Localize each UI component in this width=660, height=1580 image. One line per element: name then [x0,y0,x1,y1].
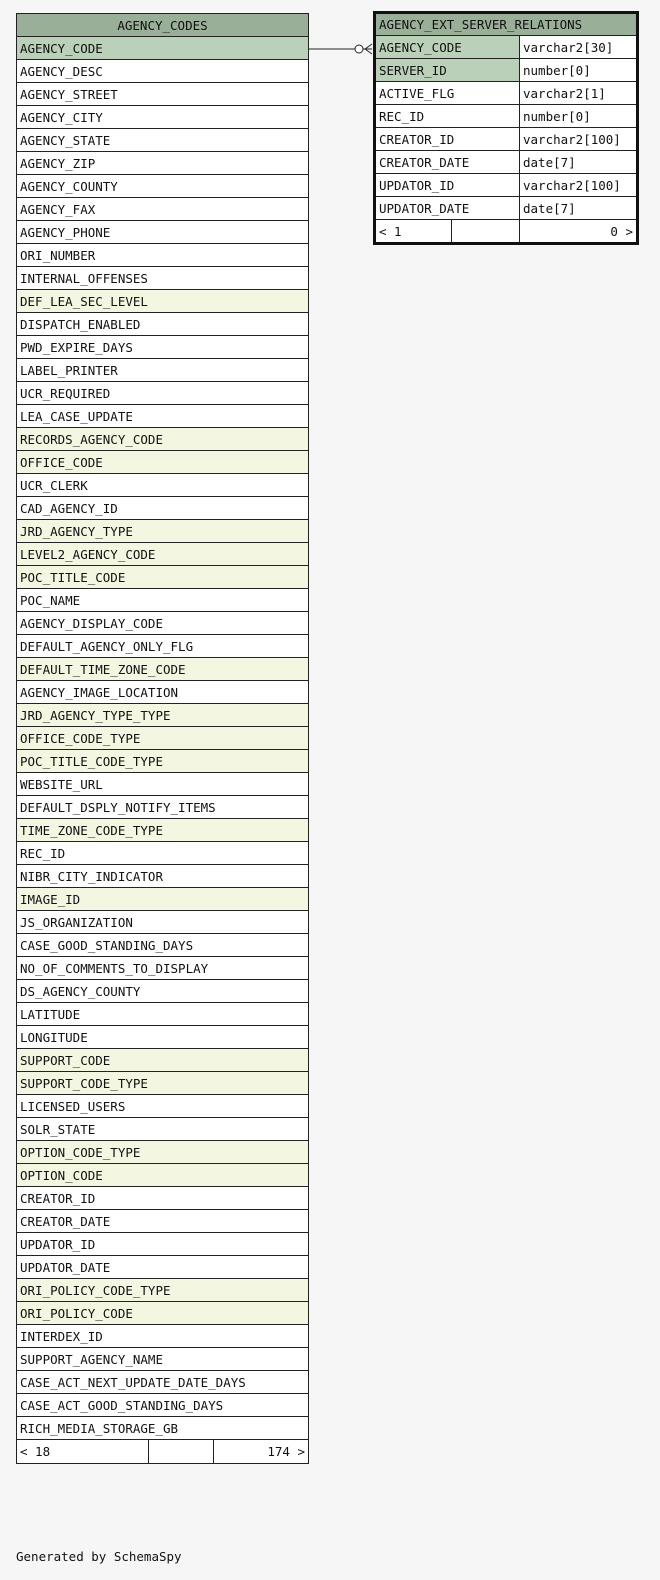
table-row[interactable] [17,198,309,221]
column-name[interactable]: SUPPORT_CODE [17,1049,309,1072]
table-row[interactable] [17,474,309,497]
children-count[interactable]: 0 > [520,220,638,244]
table-row[interactable] [17,405,309,428]
table-row[interactable] [17,1210,309,1233]
table-row[interactable] [17,934,309,957]
column-name[interactable]: ACTIVE_FLG [375,82,520,105]
table-row[interactable] [17,1256,309,1279]
nav-spacer [452,220,520,244]
table-row[interactable] [17,1118,309,1141]
table-nav-row [375,220,638,244]
column-name[interactable]: JS_ORGANIZATION [17,911,309,934]
table-row[interactable] [17,681,309,704]
table-row[interactable] [375,59,638,82]
table-row[interactable] [17,1003,309,1026]
table-row[interactable] [17,451,309,474]
generated-by-footer: Generated by SchemaSpy [16,1549,182,1564]
table-row[interactable] [17,359,309,382]
column-name[interactable]: AGENCY_DISPLAY_CODE [17,612,309,635]
column-name[interactable]: OPTION_CODE_TYPE [17,1141,309,1164]
column-name[interactable]: INTERNAL_OFFENSES [17,267,309,290]
column-name[interactable]: REC_ID [375,105,520,128]
table-row[interactable] [17,1348,309,1371]
column-name[interactable]: LICENSED_USERS [17,1095,309,1118]
column-name[interactable]: ORI_POLICY_CODE [17,1302,309,1325]
table-row[interactable] [17,520,309,543]
table-row[interactable] [17,1279,309,1302]
column-name[interactable]: CREATOR_DATE [375,151,520,174]
table-row[interactable] [17,796,309,819]
table-row[interactable] [17,1325,309,1348]
table-row[interactable] [17,1233,309,1256]
table-row[interactable] [17,589,309,612]
column-name[interactable]: LEVEL2_AGENCY_CODE [17,543,309,566]
column-name[interactable]: OPTION_CODE [17,1164,309,1187]
table-row[interactable] [375,151,638,174]
table-nav-row [17,1440,309,1464]
table-row[interactable] [375,197,638,220]
agency-ext-server-relations-table[interactable] [373,11,639,245]
column-name[interactable]: OFFICE_CODE [17,451,309,474]
column-name[interactable]: JRD_AGENCY_TYPE_TYPE [17,704,309,727]
table-row[interactable] [375,128,638,151]
column-name[interactable]: AGENCY_STREET [17,83,309,106]
table-row[interactable] [17,957,309,980]
table-row[interactable] [375,105,638,128]
table-row[interactable] [17,244,309,267]
nav-spacer [149,1440,214,1464]
column-name[interactable]: AGENCY_PHONE [17,221,309,244]
column-name[interactable]: UPDATOR_DATE [17,1256,309,1279]
table-row[interactable] [17,1095,309,1118]
column-type: varchar2[30] [520,36,638,59]
table-row[interactable] [17,37,309,60]
table-row[interactable] [17,612,309,635]
column-type: varchar2[100] [520,174,638,197]
column-name[interactable]: DS_AGENCY_COUNTY [17,980,309,1003]
table-row[interactable] [17,60,309,83]
table-row[interactable] [17,1394,309,1417]
column-name[interactable]: UCR_CLERK [17,474,309,497]
column-name[interactable]: AGENCY_CODE [17,37,309,60]
column-name[interactable]: RICH_MEDIA_STORAGE_GB [17,1417,309,1440]
column-name[interactable]: DEFAULT_DSPLY_NOTIFY_ITEMS [17,796,309,819]
table-row[interactable] [17,1141,309,1164]
column-name[interactable]: DISPATCH_ENABLED [17,313,309,336]
column-name[interactable]: REC_ID [17,842,309,865]
table-row[interactable] [17,1026,309,1049]
column-name[interactable]: LONGITUDE [17,1026,309,1049]
table-row[interactable] [17,1187,309,1210]
column-name[interactable]: NO_OF_COMMENTS_TO_DISPLAY [17,957,309,980]
column-name[interactable]: CASE_ACT_NEXT_UPDATE_DATE_DAYS [17,1371,309,1394]
table-row[interactable] [17,129,309,152]
column-name[interactable]: DEFAULT_AGENCY_ONLY_FLG [17,635,309,658]
table-row[interactable] [17,1072,309,1095]
table-row[interactable] [17,980,309,1003]
table-row[interactable] [17,221,309,244]
column-name[interactable]: SUPPORT_AGENCY_NAME [17,1348,309,1371]
column-name[interactable]: TIME_ZONE_CODE_TYPE [17,819,309,842]
column-name[interactable]: UPDATOR_ID [17,1233,309,1256]
column-name[interactable]: DEF_LEA_SEC_LEVEL [17,290,309,313]
column-name[interactable]: CREATOR_ID [17,1187,309,1210]
table-row[interactable] [17,1164,309,1187]
column-name[interactable]: POC_NAME [17,589,309,612]
table-row[interactable] [17,543,309,566]
table-row[interactable] [17,1417,309,1440]
table-row[interactable] [17,336,309,359]
column-name[interactable]: CASE_GOOD_STANDING_DAYS [17,934,309,957]
column-name[interactable]: SUPPORT_CODE_TYPE [17,1072,309,1095]
column-name[interactable]: AGENCY_ZIP [17,152,309,175]
column-type: number[0] [520,105,638,128]
table-row[interactable] [17,152,309,175]
table-row[interactable] [375,36,638,59]
column-name[interactable]: PWD_EXPIRE_DAYS [17,336,309,359]
parents-count[interactable]: < 1 [375,220,452,244]
table-row[interactable] [17,1302,309,1325]
table-row[interactable] [17,313,309,336]
table-row[interactable] [17,175,309,198]
table-row[interactable] [17,865,309,888]
column-name[interactable]: AGENCY_STATE [17,129,309,152]
column-name[interactable]: JRD_AGENCY_TYPE [17,520,309,543]
zero-or-many-circle [355,45,363,53]
column-name[interactable]: RECORDS_AGENCY_CODE [17,428,309,451]
table-row[interactable] [17,635,309,658]
table-row[interactable] [375,174,638,197]
children-count[interactable]: 174 > [214,1440,309,1464]
column-name[interactable]: AGENCY_IMAGE_LOCATION [17,681,309,704]
table-row[interactable] [375,82,638,105]
column-name[interactable]: NIBR_CITY_INDICATOR [17,865,309,888]
table-row[interactable] [17,888,309,911]
table-row[interactable] [17,658,309,681]
column-name[interactable]: AGENCY_FAX [17,198,309,221]
column-name[interactable]: IMAGE_ID [17,888,309,911]
column-name[interactable]: ORI_POLICY_CODE_TYPE [17,1279,309,1302]
parents-count[interactable]: < 18 [17,1440,149,1464]
table-row[interactable] [17,566,309,589]
column-name[interactable]: AGENCY_CODE [375,36,520,59]
column-name[interactable]: CASE_ACT_GOOD_STANDING_DAYS [17,1394,309,1417]
column-name[interactable]: INTERDEX_ID [17,1325,309,1348]
table-row[interactable] [17,267,309,290]
table-row[interactable] [17,704,309,727]
table-row[interactable] [17,382,309,405]
table-row[interactable] [17,911,309,934]
table-row[interactable] [17,750,309,773]
table-row[interactable] [17,727,309,750]
table-row[interactable] [17,1371,309,1394]
column-name[interactable]: ORI_NUMBER [17,244,309,267]
table-title[interactable]: AGENCY_EXT_SERVER_RELATIONS [375,13,638,36]
column-name[interactable]: POC_TITLE_CODE_TYPE [17,750,309,773]
column-name[interactable]: SERVER_ID [375,59,520,82]
column-type: date[7] [520,197,638,220]
column-name[interactable]: UPDATOR_ID [375,174,520,197]
column-name[interactable]: AGENCY_DESC [17,60,309,83]
column-name[interactable]: OFFICE_CODE_TYPE [17,727,309,750]
column-name[interactable]: AGENCY_COUNTY [17,175,309,198]
table-row[interactable] [17,497,309,520]
table-row[interactable] [17,819,309,842]
column-name[interactable]: UCR_REQUIRED [17,382,309,405]
column-name[interactable]: AGENCY_CITY [17,106,309,129]
agency-codes-table[interactable] [16,13,309,1464]
table-row[interactable] [17,1049,309,1072]
crows-foot-upper [365,44,372,49]
column-type: number[0] [520,59,638,82]
table-row[interactable] [17,290,309,313]
column-type: varchar2[100] [520,128,638,151]
column-type: date[7] [520,151,638,174]
column-name[interactable]: SOLR_STATE [17,1118,309,1141]
column-type: varchar2[1] [520,82,638,105]
column-name[interactable]: LATITUDE [17,1003,309,1026]
column-name[interactable]: CREATOR_ID [375,128,520,151]
table-row[interactable] [17,773,309,796]
table-row[interactable] [17,83,309,106]
column-name[interactable]: UPDATOR_DATE [375,197,520,220]
table-row[interactable] [17,842,309,865]
column-name[interactable]: LEA_CASE_UPDATE [17,405,309,428]
column-name[interactable]: WEBSITE_URL [17,773,309,796]
column-name[interactable]: POC_TITLE_CODE [17,566,309,589]
column-name[interactable]: CAD_AGENCY_ID [17,497,309,520]
table-row[interactable] [17,428,309,451]
table-row[interactable] [17,106,309,129]
column-name[interactable]: LABEL_PRINTER [17,359,309,382]
crows-foot-lower [365,49,372,54]
column-name[interactable]: DEFAULT_TIME_ZONE_CODE [17,658,309,681]
column-name[interactable]: CREATOR_DATE [17,1210,309,1233]
table-title[interactable]: AGENCY_CODES [17,14,309,37]
